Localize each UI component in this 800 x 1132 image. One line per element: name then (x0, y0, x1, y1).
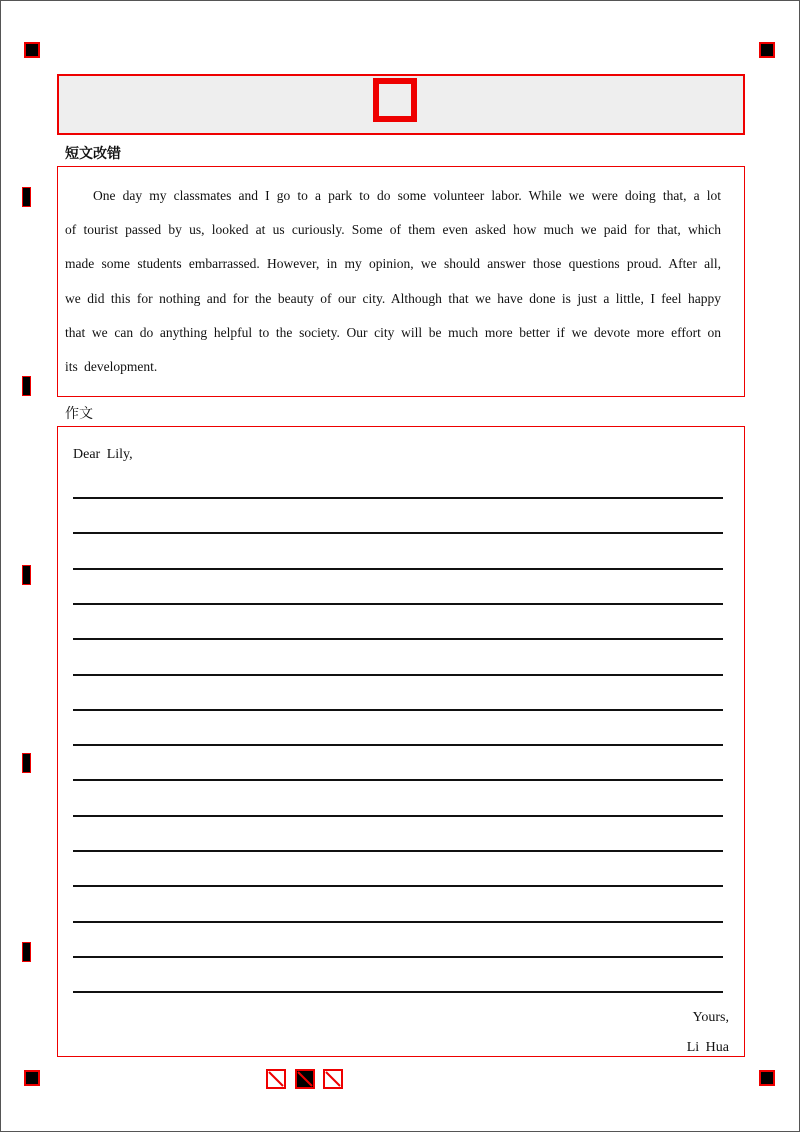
essay-signature: Li Hua (686, 1040, 729, 1055)
essay-ruled-line (73, 850, 723, 852)
error-correction-passage: One day my classmates and I go to a park to do some volunteer labor. While we were doing that, a lot of tourist passed by us, looked at us curiously. Some of them even asked how much we paid for that, which made some students embarrassed. However, in my opinion, we should answer those questions proud. After all, we did this for nothing and for the beauty of our city. Although that we have done is just a little, I feel happy that we can do anything helpful to the society. Our city will be much more better if we devote more effort on its development. (65, 188, 721, 375)
essay-ruled-line (73, 532, 723, 534)
filled-box-icon (295, 1069, 315, 1089)
slashed-box-icon (323, 1069, 343, 1089)
essay-title: 作文 (65, 407, 93, 422)
essay-salutation: Dear Lily, (73, 447, 133, 462)
header-marker-square (373, 78, 417, 122)
essay-ruled-line (73, 815, 723, 817)
side-timing-mark (22, 942, 31, 962)
slashed-box-icon (266, 1069, 286, 1089)
essay-ruled-line (73, 638, 723, 640)
side-timing-mark (22, 376, 31, 396)
corner-mark-bottom-right (759, 1070, 775, 1086)
error-correction-title: 短文改错 (65, 147, 121, 162)
corner-mark-top-right (759, 42, 775, 58)
corner-mark-bottom-left (24, 1070, 40, 1086)
side-timing-mark (22, 753, 31, 773)
essay-ruled-line (73, 568, 723, 570)
error-correction-box (57, 166, 745, 397)
side-timing-mark (22, 565, 31, 585)
essay-ruled-line (73, 779, 723, 781)
essay-ruled-line (73, 921, 723, 923)
essay-ruled-line (73, 991, 723, 993)
essay-ruled-line (73, 744, 723, 746)
essay-ruled-line (73, 956, 723, 958)
side-timing-mark (22, 187, 31, 207)
essay-box (57, 426, 745, 1057)
header-box (57, 74, 745, 135)
essay-ruled-line (73, 603, 723, 605)
essay-ruled-line (73, 885, 723, 887)
essay-ruled-line (73, 674, 723, 676)
essay-ruled-line (73, 709, 723, 711)
essay-closing: Yours, (692, 1010, 729, 1025)
essay-ruled-line (73, 497, 723, 499)
corner-mark-top-left (24, 42, 40, 58)
